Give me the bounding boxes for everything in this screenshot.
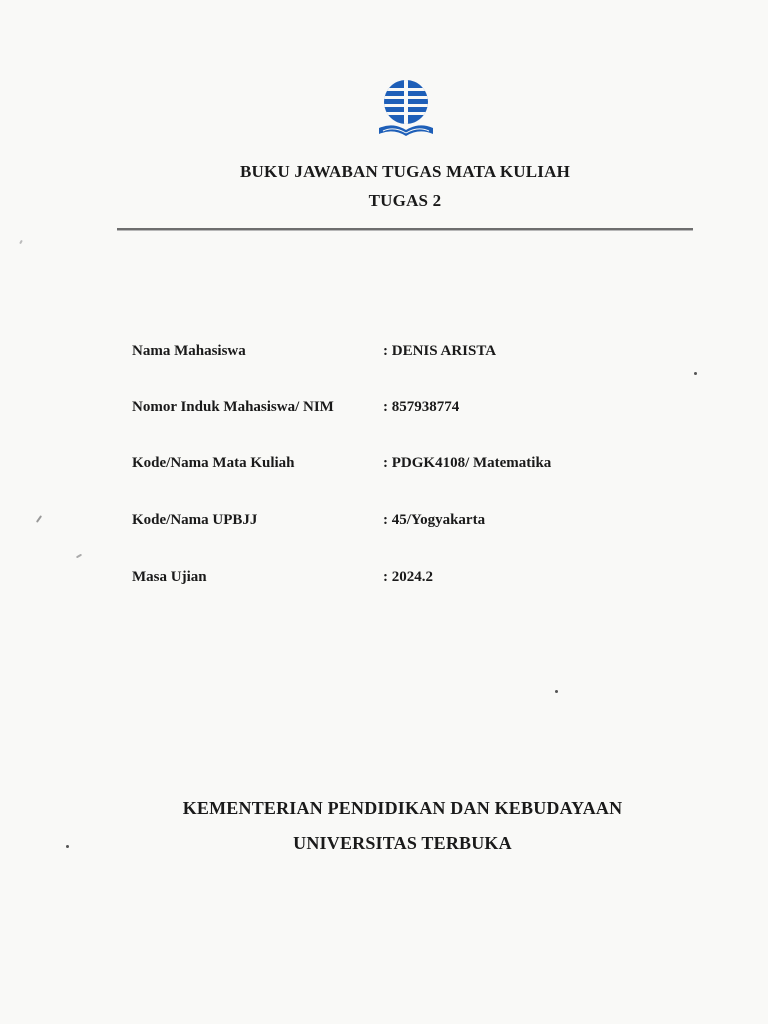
field-row-upbjj <box>132 512 692 534</box>
field-row-masa-ujian <box>132 569 692 591</box>
field-label: Kode/Nama Mata Kuliah <box>132 455 295 471</box>
university-name: UNIVERSITAS TERBUKA <box>293 833 512 853</box>
scan-speck <box>555 690 558 693</box>
field-value: : DENIS ARISTA <box>383 343 497 359</box>
field-label: Kode/Nama UPBJJ <box>132 512 258 528</box>
field-value: : 2024.2 <box>383 569 433 585</box>
field-value: : PDGK4108/ Matematika <box>383 455 552 471</box>
field-label: Nomor Induk Mahasiswa/ NIM <box>132 399 334 415</box>
scan-speck <box>66 845 69 848</box>
document-title: BUKU JAWABAN TUGAS MATA KULIAH <box>240 162 570 181</box>
scan-speck <box>694 372 697 375</box>
ministry-name: KEMENTERIAN PENDIDIKAN DAN KEBUDAYAAN <box>182 798 623 818</box>
field-row-mata-kuliah <box>132 455 692 477</box>
scan-speck <box>76 554 82 559</box>
field-row-nim <box>132 399 692 421</box>
field-value: : 45/Yogyakarta <box>383 512 486 528</box>
scan-speck <box>19 240 23 244</box>
universitas-terbuka-logo-icon <box>375 78 437 140</box>
field-value: : 857938774 <box>383 399 460 415</box>
document-subtitle: TUGAS 2 <box>368 191 442 210</box>
scan-speck <box>36 515 42 523</box>
field-label: Nama Mahasiswa <box>132 343 246 359</box>
field-label: Masa Ujian <box>132 569 207 585</box>
header-divider <box>117 228 693 231</box>
field-row-nama <box>132 343 692 365</box>
